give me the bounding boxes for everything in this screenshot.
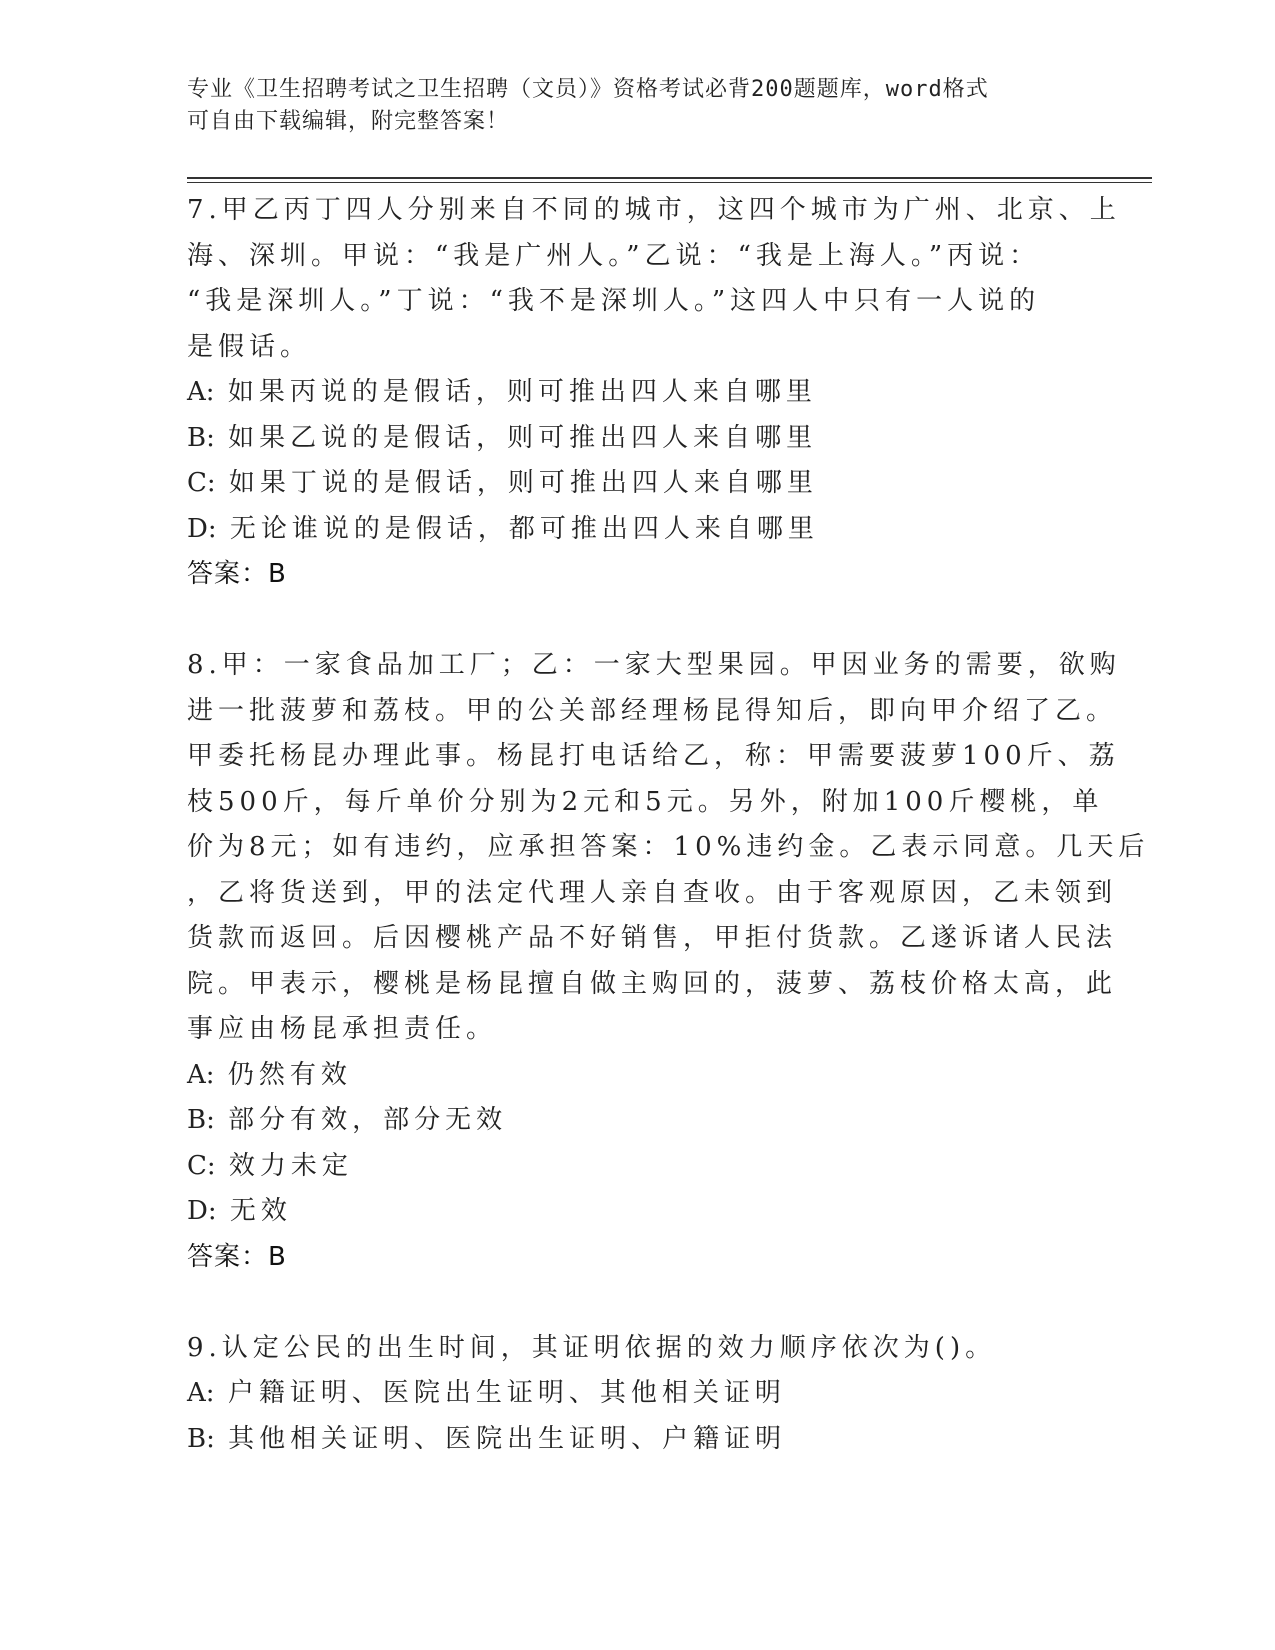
question-text-line: 7.甲乙丙丁四人分别来自不同的城市，这四个城市为广州、北京、上: [187, 195, 1121, 225]
spacer: [187, 1280, 1077, 1326]
option-letter: A:: [187, 377, 215, 407]
option-text: 户籍证明、医院出生证明、其他相关证明: [227, 1378, 786, 1408]
question-text-line: 海、深圳。甲说：“我是广州人。”乙说：“我是上海人。”丙说：: [187, 240, 1041, 271]
option-text: 仍然有效: [227, 1059, 352, 1090]
option-a: [187, 370, 1077, 416]
option-a: [187, 1371, 1077, 1417]
option-text: 无论谁说的是假话，都可推出四人来自哪里: [229, 513, 819, 544]
option-letter: A:: [187, 1378, 215, 1408]
option-d: [187, 1189, 1077, 1235]
question-text-line: 枝500斤，每斤单价分别为2元和5元。另外，附加100斤樱桃，单: [187, 786, 1104, 817]
question-text-line: “我是深圳人。”丁说：“我不是深圳人。”这四人中只有一人说的: [187, 286, 1041, 316]
option-c: [187, 461, 1077, 507]
header-line-1: 专业《卫生招聘考试之卫生招聘（文员）》资格考试必背200题题库，word格式: [187, 77, 989, 102]
question-text-line: 院。甲表示，樱桃是杨昆擅自做主购回的，菠萝、荔枝价格太高，此: [187, 968, 1118, 999]
header-divider-thin: [187, 182, 1152, 183]
option-letter: A:: [187, 1059, 215, 1090]
option-text: 如果丁说的是假话，则可推出四人来自哪里: [228, 468, 818, 498]
answer-line: 答案：B: [187, 1241, 287, 1272]
question-7: [187, 188, 1121, 598]
answer-line: 答案：B: [187, 559, 287, 589]
question-text-line: 8.甲：一家食品加工厂；乙：一家大型果园。甲因业务的需要，欲购: [187, 650, 1121, 680]
document-header: [187, 74, 1067, 138]
option-letter: B:: [187, 1423, 215, 1454]
question-text-line: 甲委托杨昆办理此事。杨昆打电话给乙，称：甲需要菠萝100斤、荔: [187, 741, 1120, 771]
spacer: [187, 598, 1077, 644]
question-list: [187, 188, 1150, 1462]
option-b: [187, 416, 1077, 462]
header-line-2: 可自由下载编辑，附完整答案！: [187, 109, 510, 134]
option-letter: B:: [187, 1105, 215, 1135]
option-text: 无效: [229, 1196, 292, 1226]
option-c: [187, 1144, 1077, 1190]
option-letter: D:: [187, 1196, 217, 1226]
option-a: [187, 1053, 1077, 1099]
option-letter: B:: [187, 422, 215, 453]
option-b: [187, 1417, 1077, 1463]
option-b: [187, 1098, 1077, 1144]
question-text-line: 价为8元；如有违约，应承担答案：10%违约金。乙表示同意。几天后: [187, 832, 1150, 862]
option-d: [187, 507, 1077, 553]
option-text: 其他相关证明、医院出生证明、户籍证明: [228, 1423, 787, 1454]
question-text-line: ，乙将货送到，甲的法定代理人亲自查收。由于客观原因，乙未领到: [187, 877, 1118, 908]
option-text: 部分有效，部分无效: [228, 1105, 508, 1135]
question-text-line: 事应由杨昆承担责任。: [187, 1014, 498, 1044]
question-text-line: 9.认定公民的出生时间，其证明依据的效力顺序依次为()。: [187, 1332, 997, 1363]
option-letter: D:: [187, 513, 217, 544]
option-letter: C:: [187, 1150, 216, 1181]
question-9: [187, 1326, 1077, 1463]
option-text: 如果丙说的是假话，则可推出四人来自哪里: [227, 377, 817, 407]
question-text-line: 进一批菠萝和荔枝。甲的公关部经理杨昆得知后，即向甲介绍了乙。: [187, 695, 1118, 726]
option-text: 如果乙说的是假话，则可推出四人来自哪里: [228, 422, 818, 453]
question-text-line: 是假话。: [187, 331, 312, 362]
option-text: 效力未定: [228, 1150, 353, 1181]
option-letter: C:: [187, 468, 216, 498]
question-8: [187, 643, 1150, 1280]
header-divider-thick: [187, 177, 1152, 179]
question-text-line: 货款而返回。后因樱桃产品不好销售，甲拒付货款。乙遂诉诸人民法: [187, 923, 1118, 953]
